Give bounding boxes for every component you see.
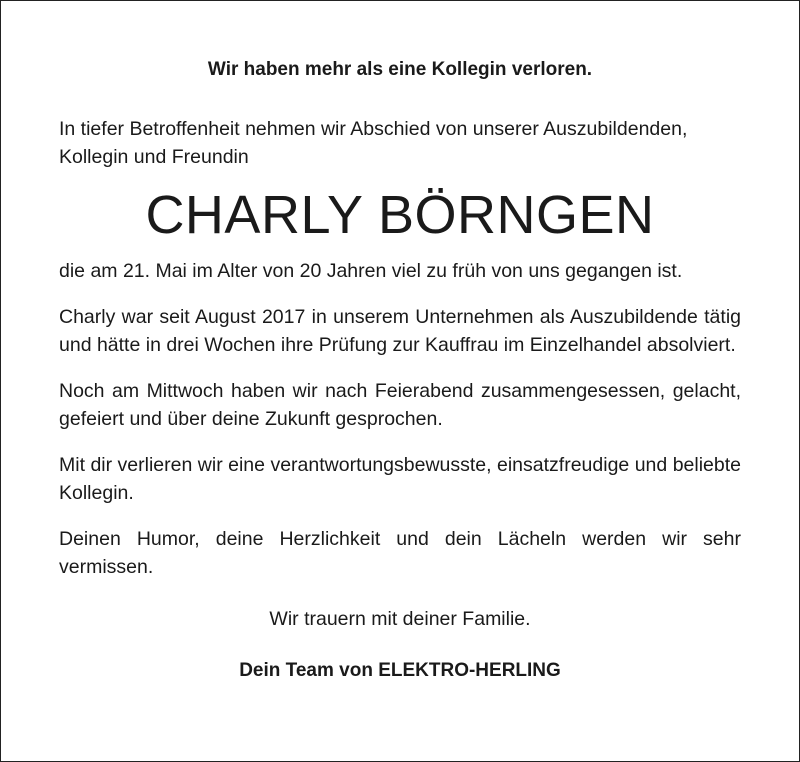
intro-line-2: Kollegin und Freundin — [59, 146, 249, 168]
paragraph-career: Charly war seit August 2017 in unserem Unternehmen als Auszubildende tätig und hätte in drei Wochen ihre Prüfung zur Kauffrau im Einzelhandel absolviert. — [59, 306, 741, 356]
headline: Wir haben mehr als eine Kollegin verloren. — [207, 59, 593, 80]
paragraph-qualities: Mit dir verlieren wir eine verantwortungsbewusste, einsatzfreudige und beliebte Kollegin. — [59, 454, 741, 504]
closing-line: Wir trauern mit deiner Familie. — [269, 608, 531, 630]
deceased-name: CHARLY BÖRNGEN — [145, 185, 655, 245]
death-line: die am 21. Mai im Alter von 20 Jahren viel zu früh von uns gegangen ist. — [59, 260, 683, 282]
intro-text — [59, 115, 741, 171]
paragraph-last-evening: Noch am Mittwoch haben wir nach Feierabend zusammengesessen, gelacht, gefeiert und über deine Zukunft gesprochen. — [59, 380, 741, 430]
intro-line-1: In tiefer Betroffenheit nehmen wir Abschied von unserer Auszubildenden, — [59, 118, 688, 140]
signature: Dein Team von ELEKTRO-HERLING — [239, 660, 561, 681]
paragraph-farewell: Deinen Humor, deine Herzlichkeit und dein Lächeln werden wir sehr vermissen. — [59, 528, 741, 578]
